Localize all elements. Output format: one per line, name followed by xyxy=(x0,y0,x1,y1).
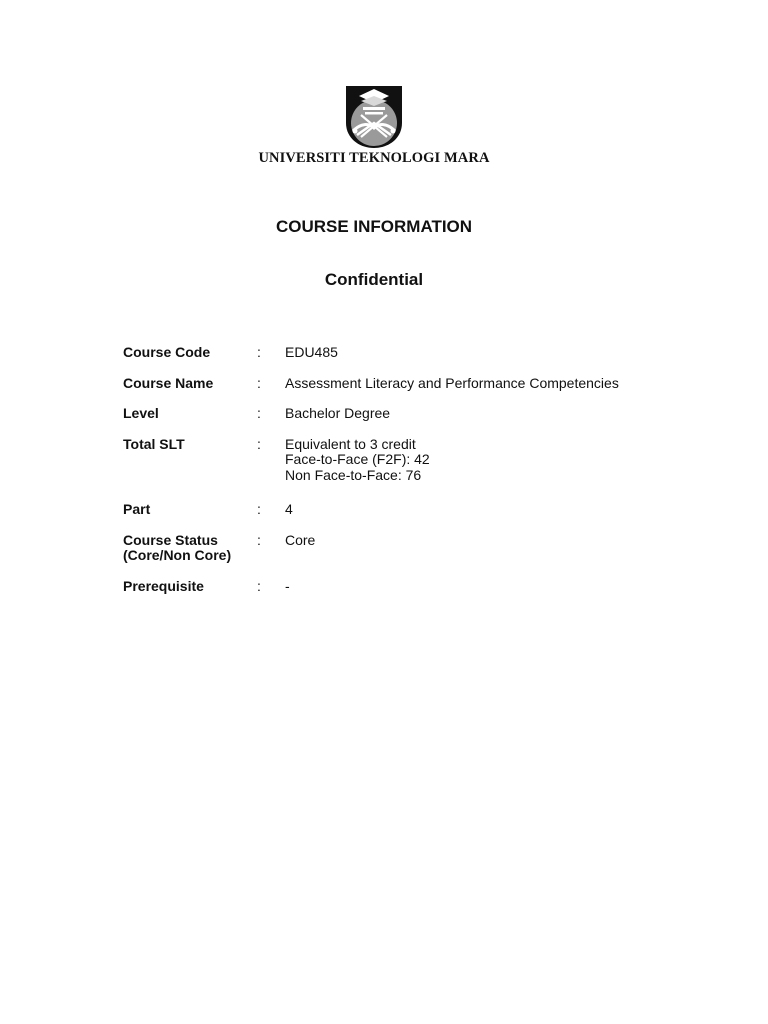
course-info-table xyxy=(123,345,723,609)
total-slt-row xyxy=(123,437,723,484)
part-row xyxy=(123,502,723,518)
course-status-value: Core xyxy=(285,531,316,548)
course-name-value: Assessment Literacy and Performance Competencies xyxy=(285,374,619,391)
level-label: Level xyxy=(123,405,159,421)
course-code-label: Course Code xyxy=(123,344,211,360)
course-name-label: Course Name xyxy=(123,374,214,391)
slt-nf2f-line: Non Face-to-Face: 76 xyxy=(285,466,422,483)
prerequisite-value: - xyxy=(285,577,290,594)
slt-f2f-line: Face-to-Face (F2F): 42 xyxy=(285,451,430,467)
university-name: UNIVERSITI TEKNOLOGI MARA xyxy=(258,150,490,166)
separator: : xyxy=(257,405,261,421)
course-status-label-line1: Course Status xyxy=(123,531,218,548)
level-row xyxy=(123,406,723,422)
separator: : xyxy=(257,344,261,360)
separator: : xyxy=(257,374,261,391)
total-slt-value xyxy=(285,437,723,484)
level-value: Bachelor Degree xyxy=(285,405,391,421)
course-code-value: EDU485 xyxy=(285,344,338,360)
course-code-row xyxy=(123,345,723,361)
slt-credit-line: Equivalent to 3 credit xyxy=(285,435,416,452)
prerequisite-label: Prerequisite xyxy=(123,577,204,594)
prerequisite-row xyxy=(123,579,723,595)
course-name-row xyxy=(123,376,723,392)
separator: : xyxy=(257,501,261,517)
university-crest-logo xyxy=(345,85,403,149)
total-slt-label: Total SLT xyxy=(123,435,185,452)
separator: : xyxy=(257,577,261,594)
course-status-label-line2: (Core/Non Core) xyxy=(123,547,232,563)
course-status-label xyxy=(123,533,257,564)
part-value: 4 xyxy=(285,501,293,517)
part-label: Part xyxy=(123,501,151,517)
separator: : xyxy=(257,531,261,548)
course-status-row xyxy=(123,533,723,564)
separator: : xyxy=(257,435,261,452)
document-title: COURSE INFORMATION xyxy=(275,217,473,236)
confidential-label: Confidential xyxy=(324,270,424,289)
